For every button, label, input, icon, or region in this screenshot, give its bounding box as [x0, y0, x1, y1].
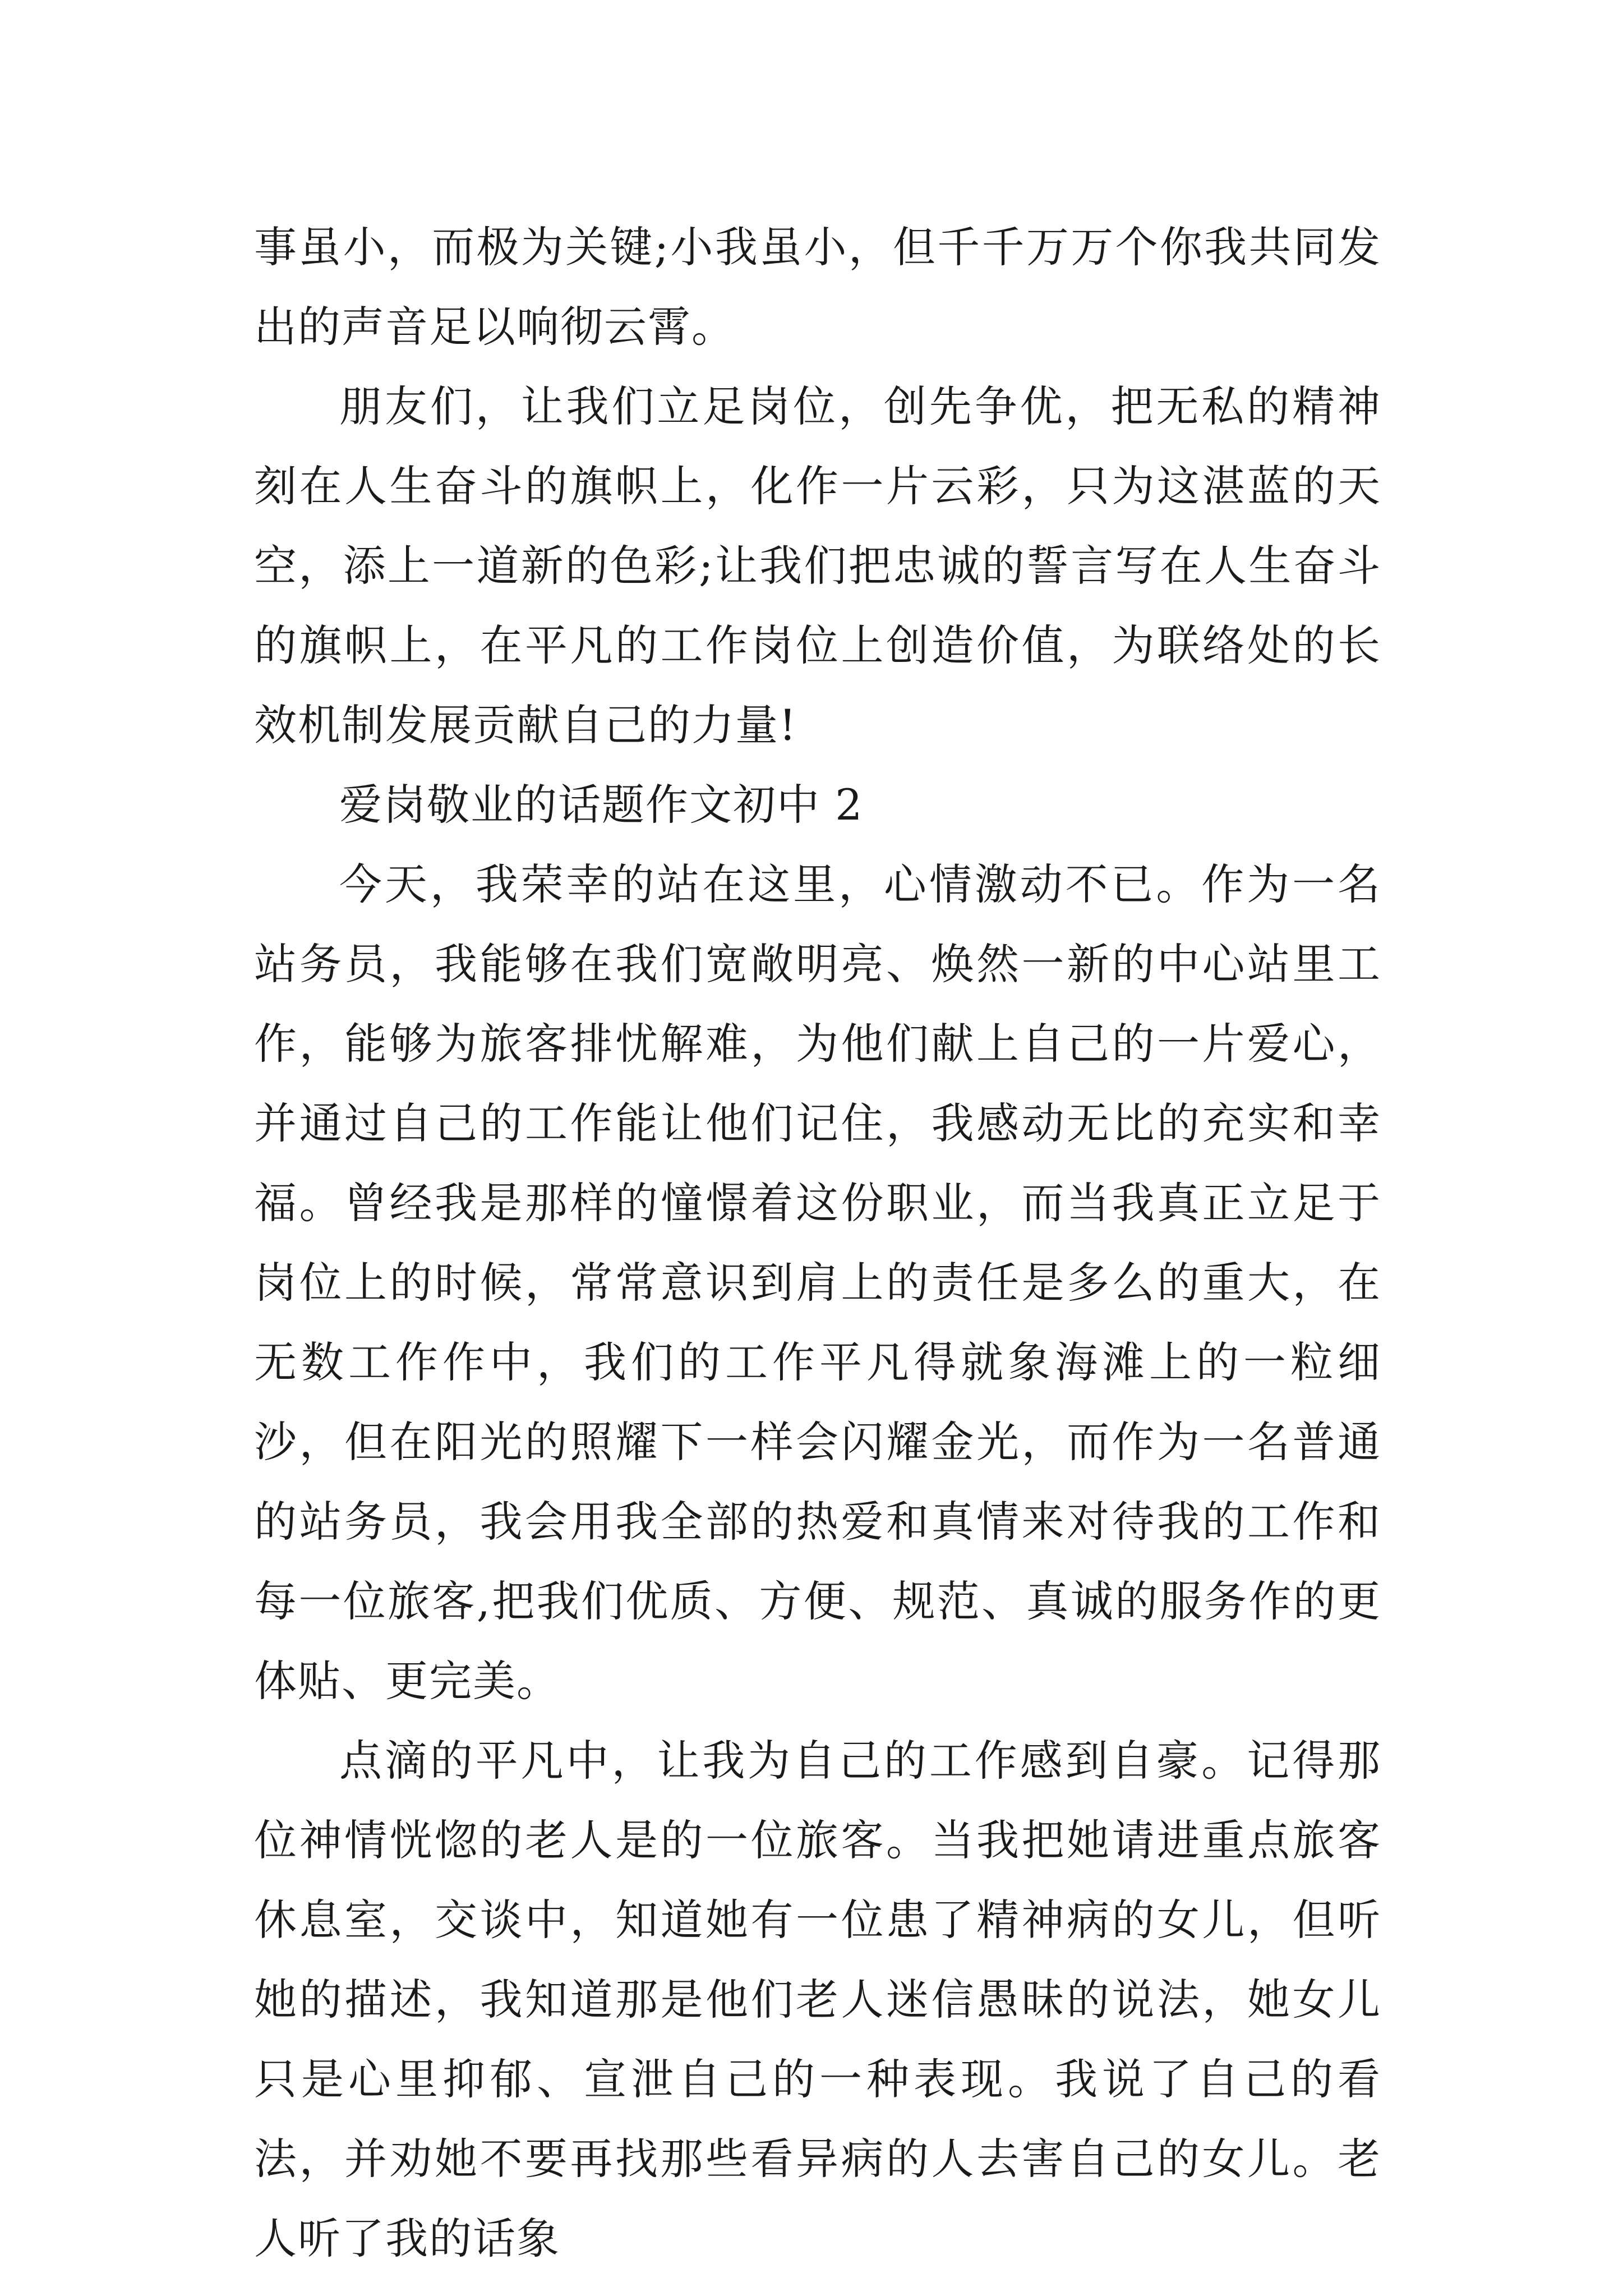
section-heading: 爱岗敬业的话题作文初中 2 — [339, 780, 864, 830]
paragraph-today: 今天，我荣幸的站在这里，心情激动不已。作为一名站务员，我能够在我们宽敞明亮、焕然一新的中心站里工作，能够为旅客排忧解难，为他们献上自己的一片爱心，并通过自己的工作能让他们记住，我感动无比的充实和幸福。曾经我是那样的憧憬着这份职业，而当我真正立足于岗位上的时候，常常意识到肩上的责任是多么的重大，在无数工作作中，我们的工作平凡得就象海滩上的一粒细沙，但在阳光的照耀下一样会闪耀金光，而作为一名普通的站务员，我会用我全部的热爱和真情来对待我的工作和每一位旅客,把我们优质、方便、规范、真诚的服务作的更体贴、更完美。 — [254, 859, 1381, 1706]
paragraph-friends: 朋友们，让我们立足岗位，创先争优，把无私的精神刻在人生奋斗的旗帜上，化作一片云彩，只为这湛蓝的天空，添上一道新的色彩;让我们把忠诚的誓言写在人生奋斗的旗帜上，在平凡的工作岗位上创造价值，为联络处的长效机制发展贡献自己的力量! — [254, 381, 1381, 750]
document-body — [254, 208, 1381, 2279]
paragraph-continuation: 事虽小，而极为关键;小我虽小，但千千万万个你我共同发出的声音足以响彻云霄。 — [254, 222, 1381, 352]
paragraph-story: 点滴的平凡中，让我为自己的工作感到自豪。记得那位神情恍惚的老人是的一位旅客。当我把她请进重点旅客休息室，交谈中，知道她有一位患了精神病的女儿，但听她的描述，我知道那是他们老人迷信愚昧的说法，她女儿只是心里抑郁、宣泄自己的一种表现。我说了自己的看法，并劝她不要再找那些看异病的人去害自己的女儿。老人听了我的话象 — [254, 1736, 1381, 2263]
